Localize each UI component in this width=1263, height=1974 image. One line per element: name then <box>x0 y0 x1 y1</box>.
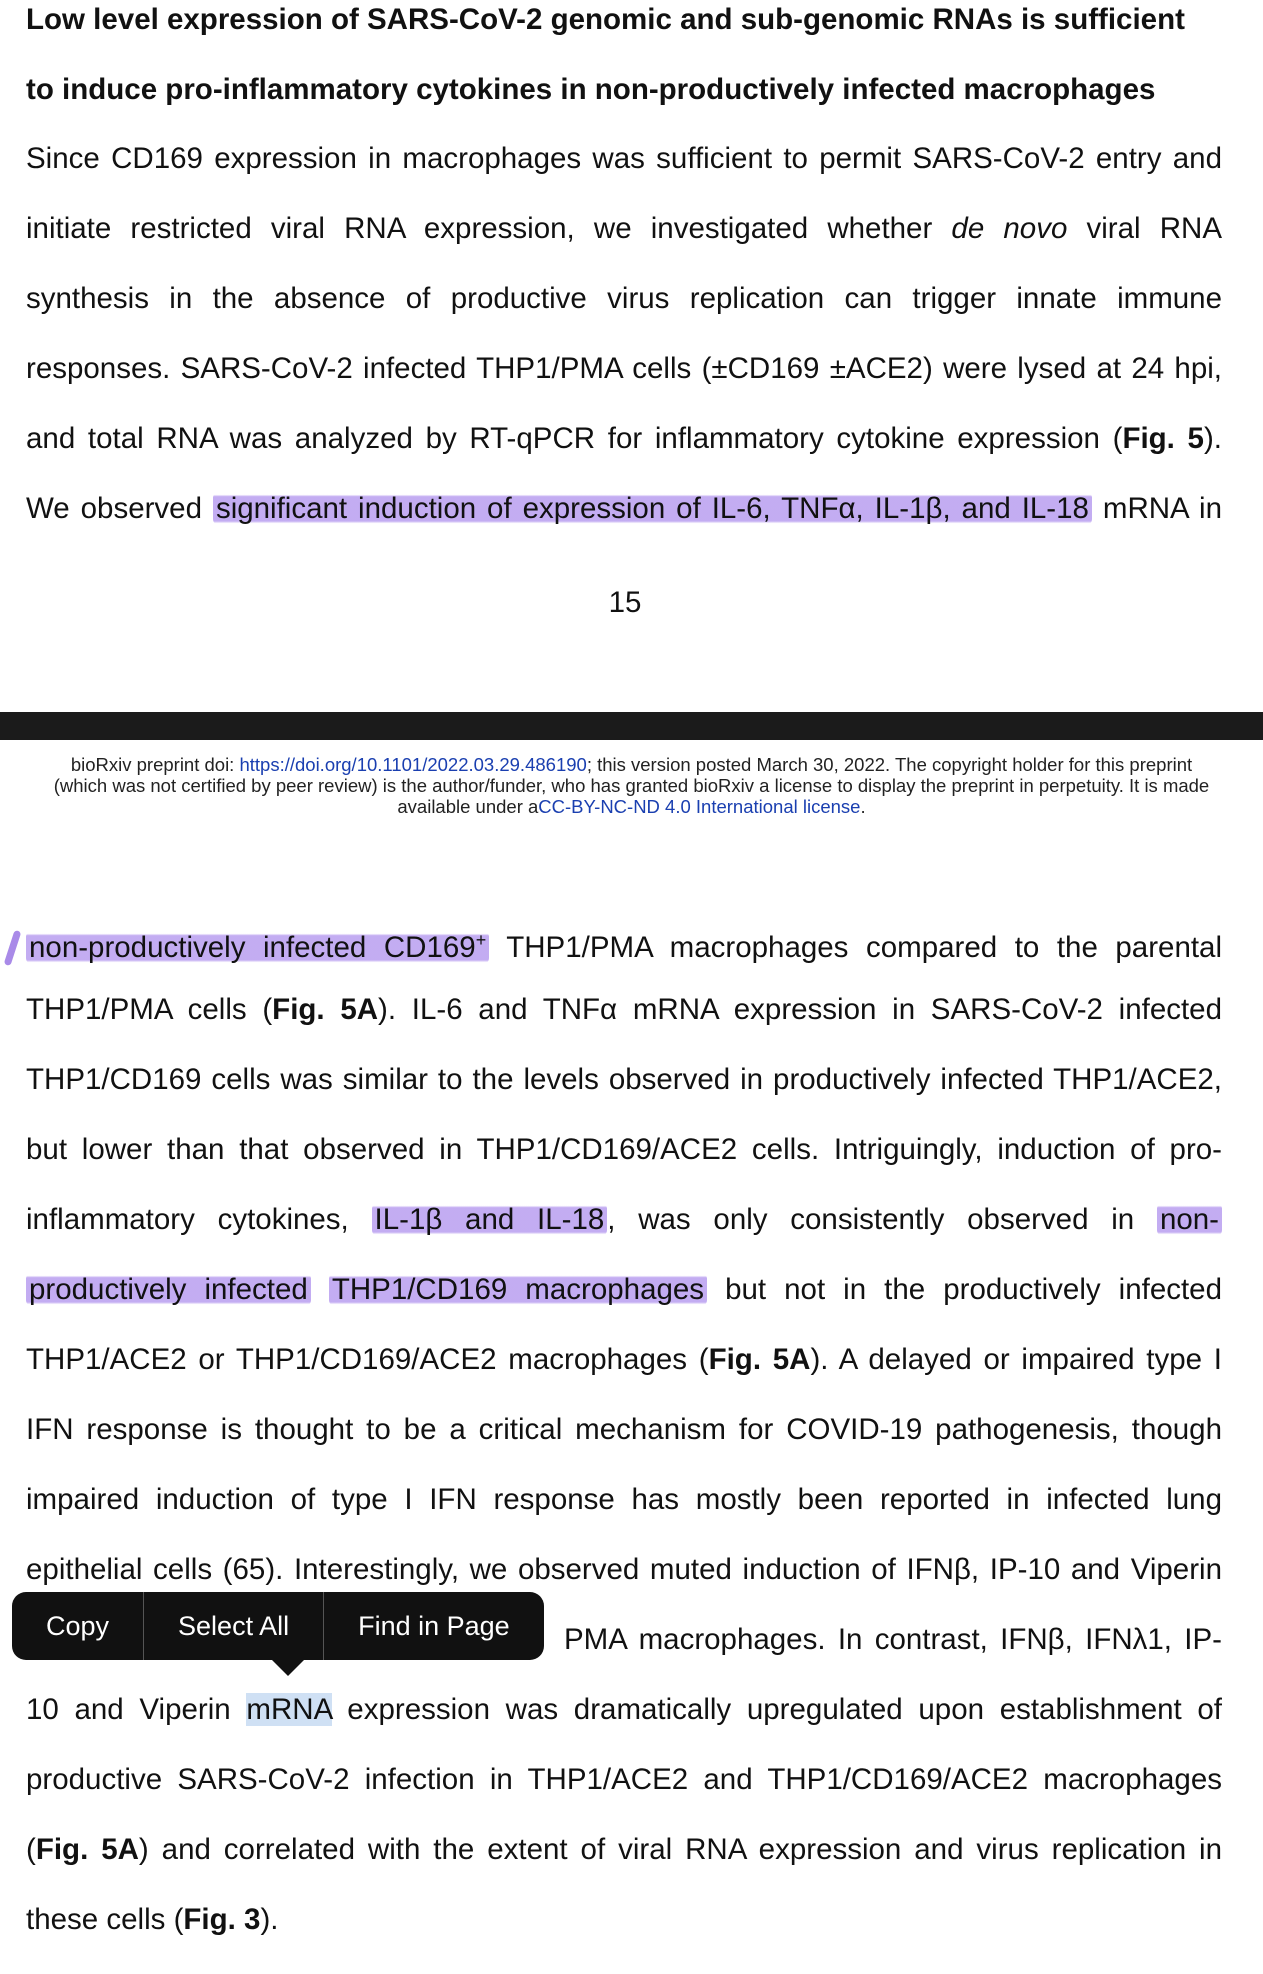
paragraph-line: epithelial cells (65). Interestingly, we observed muted induction of IFNβ, IP-10 and Viperin <box>26 1553 1222 1586</box>
select-all-button[interactable]: Select All <box>144 1592 324 1660</box>
paragraph-line: productive SARS-CoV-2 infection in THP1/ACE2 and THP1/CD169/ACE2 macrophages <box>26 1763 1222 1796</box>
section-heading-line-2: to induce pro-inflammatory cytokines in non-productively infected macrophages <box>26 73 1156 106</box>
paragraph-line: THP1/CD169 cells was similar to the levels observed in productively infected THP1/ACE2, <box>26 1063 1222 1096</box>
paragraph-line: impaired induction of type I IFN response has mostly been reported in infected lung <box>26 1483 1222 1516</box>
page-separator <box>0 712 1263 740</box>
paragraph-line: initiate restricted viral RNA expression, we investigated whether de novo viral RNA <box>26 212 1223 245</box>
highlight[interactable]: significant induction of expression of IL-6, TNFα, IL-1β, and IL-18 <box>213 492 1092 525</box>
paragraph-line: these cells (Fig. 3). <box>26 1903 279 1936</box>
paragraph-line: (Fig. 5A) and correlated with the extent of viral RNA expression and virus replication in <box>26 1833 1222 1866</box>
paragraph-line: but lower than that observed in THP1/CD169/ACE2 cells. Intriguingly, induction of pro- <box>26 1133 1222 1166</box>
highlight[interactable]: productively infected <box>26 1273 311 1306</box>
highlight[interactable]: non-productively infected CD169+ <box>26 931 489 964</box>
page-number: 15 <box>608 586 642 619</box>
find-in-page-button[interactable]: Find in Page <box>358 1611 510 1641</box>
selected-word[interactable]: mRNA <box>246 1693 332 1726</box>
preprint-line-1: bioRxiv preprint doi: https://doi.org/10.1101/2022.03.29.486190; this version posted March 30, 2022. The copyright holder for this preprint <box>70 754 1193 775</box>
highlight[interactable]: THP1/CD169 macrophages <box>329 1273 707 1306</box>
text-selection-menu <box>12 1592 544 1660</box>
paragraph-line: productively infected THP1/CD169 macrophages but not in the productively infected <box>26 1270 1222 1310</box>
section-heading-line-1: Low level expression of SARS-CoV-2 genomic and sub-genomic RNAs is sufficient <box>26 3 1185 36</box>
selection-handle[interactable] <box>4 930 22 966</box>
paragraph-line: inflammatory cytokines, IL-1β and IL-18 , was only consistently observed in non- <box>26 1200 1222 1240</box>
preprint-notice <box>0 754 1263 817</box>
paragraph-line: THP1/PMA cells (Fig. 5A). IL-6 and TNFα mRNA expression in SARS-CoV-2 infected <box>26 993 1222 1026</box>
paragraph-line: synthesis in the absence of productive virus replication can trigger innate immune <box>26 282 1222 315</box>
paragraph-line: 10 and Viperin mRNA expression was dramatically upregulated upon establishment of <box>26 1693 1222 1726</box>
paragraph-line: Since CD169 expression in macrophages was sufficient to permit SARS-CoV-2 entry and <box>26 142 1222 175</box>
preprint-line-3: available under aCC-BY-NC-ND 4.0 International license. <box>397 796 866 817</box>
menu-pointer <box>272 1660 304 1676</box>
highlight[interactable]: non- <box>1157 1203 1222 1236</box>
copy-button[interactable]: Copy <box>12 1592 144 1660</box>
doi-link[interactable]: https://doi.org/10.1101/2022.03.29.486190 <box>239 754 587 775</box>
paragraph-line: IFN response is thought to be a critical mechanism for COVID-19 pathogenesis, though <box>26 1413 1222 1446</box>
paragraph-line: responses. SARS-CoV-2 infected THP1/PMA cells (±CD169 ±ACE2) were lysed at 24 hpi, <box>26 352 1222 385</box>
preprint-line-2: (which was not certified by peer review) is the author/funder, who has granted bioRxiv a license to display the preprint in perpetuity. It is made <box>53 775 1210 796</box>
highlight[interactable]: IL-1β and IL-18 <box>372 1203 608 1236</box>
paragraph-line: PMA macrophages. In contrast, IFNβ, IFNλ1, IP- <box>564 1623 1222 1656</box>
paragraph-line: THP1/ACE2 or THP1/CD169/ACE2 macrophages (Fig. 5A). A delayed or impaired type I <box>26 1343 1222 1376</box>
paragraph-line: We observed significant induction of expression of IL-6, TNFα, IL-1β, and IL-18 mRNA in <box>26 492 1222 525</box>
paragraph-line: non-productively infected CD169+ THP1/PMA macrophages compared to the parental <box>26 920 1222 968</box>
license-link[interactable]: CC-BY-NC-ND 4.0 International license <box>538 796 861 817</box>
paragraph-line: and total RNA was analyzed by RT-qPCR for inflammatory cytokine expression (Fig. 5). <box>26 422 1222 455</box>
